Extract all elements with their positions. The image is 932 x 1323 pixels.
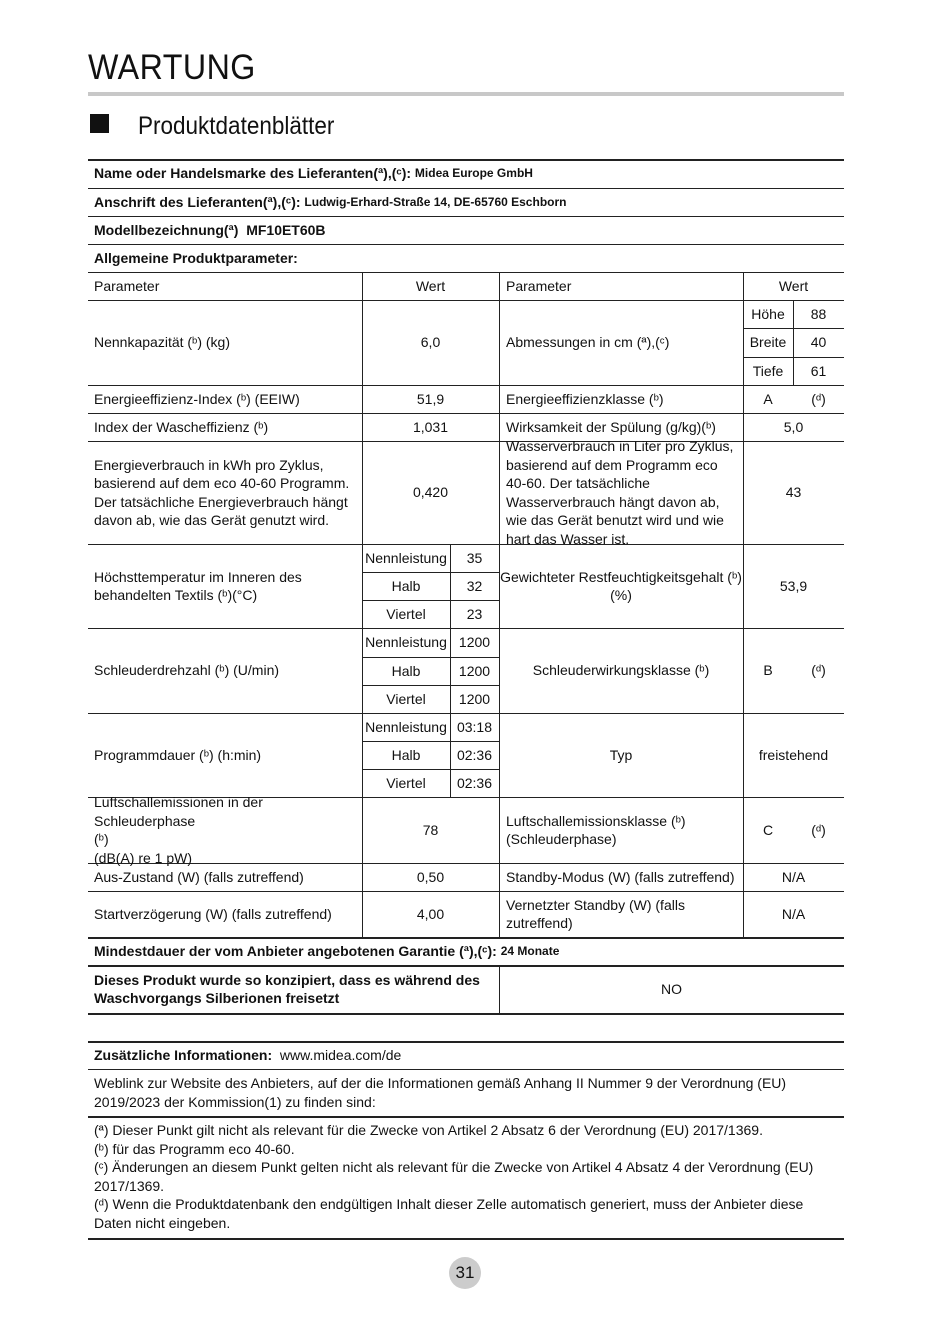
washing-index-label: Index der Wascheffizienz (ᵇ)	[94, 418, 269, 435]
network-standby-value: N/A	[781, 905, 806, 922]
supplier-name-label: Name oder Handelsmarke des Lieferanten(ª),(ᶜ):	[94, 165, 412, 182]
depth-label: Tiefe	[752, 362, 784, 379]
max-temp-rated-label: Nennleistung	[365, 549, 447, 566]
height-value: 88	[810, 305, 827, 322]
spin-half: 1200	[458, 662, 491, 679]
max-temp-half-label: Halb	[391, 577, 421, 594]
model-value: MF10ET60B	[246, 221, 326, 238]
dimensions-label: Abmessungen in cm (ª),(ᶜ)	[506, 334, 670, 351]
duration-quarter: 02:36	[456, 774, 493, 791]
supplier-address-value: Ludwig-Erhard-Straße 14, DE-65760 Eschborn	[304, 194, 567, 209]
spin-rated: 1200	[458, 634, 491, 651]
silver-label: Dieses Produkt wurde so konzipiert, dass es während des Waschvorgangs Silberionen freisetzt	[94, 971, 480, 1006]
silver-value: NO	[661, 980, 682, 997]
spin-class-note: (ᵈ)	[811, 662, 826, 679]
spin-half-label: Halb	[391, 662, 421, 679]
spin-quarter-label: Viertel	[386, 690, 426, 707]
spin-class-label: Schleuderwirkungsklasse (ᵇ)	[532, 662, 710, 679]
guarantee-row	[94, 937, 559, 965]
row-line	[88, 1116, 844, 1118]
spin-speed-label: Schleuderdrehzahl (ᵇ) (U/min)	[94, 662, 280, 679]
duration-rated-label: Nennleistung	[365, 718, 447, 735]
max-temp-half: 32	[466, 577, 483, 594]
water-consumption-label: Wasserverbrauch in Liter pro Zyklus, basierend auf dem Programm eco 40-60. Der tatsächliche Wasserverbrauch hängt davon ab, wie das Gerät benutzt wird und wie hart das Wasser ist.	[506, 438, 734, 547]
spin-class-value: B	[763, 662, 773, 679]
row-line	[88, 1013, 844, 1015]
water-consumption-value: 43	[785, 484, 802, 501]
duration-half: 02:36	[456, 746, 493, 763]
header-param-left: Parameter	[94, 277, 160, 294]
spin-quarter: 1200	[458, 690, 491, 707]
duration-label: Programmdauer (ᵇ) (h:min)	[94, 746, 262, 763]
noise-value: 78	[422, 821, 439, 838]
guarantee-value: 24 Monate	[500, 943, 560, 958]
additional-row	[94, 1041, 401, 1069]
rinsing-value: 5,0	[783, 418, 804, 435]
width-value: 40	[810, 334, 827, 351]
noise-class-label: Luftschallemissionsklasse (ᵇ) (Schleuderphase)	[506, 812, 686, 847]
width-label: Breite	[749, 334, 787, 351]
max-temp-quarter-label: Viertel	[386, 605, 426, 622]
energy-consumption-value: 0,420	[412, 484, 449, 501]
header-value-left: Wert	[415, 277, 446, 294]
energy-consumption-label: Energieverbrauch in kWh pro Zyklus, basierend auf dem eco 40-60 Programm. Der tatsächliche Energieverbrauch hängt davon ab, wie das Gerät genutzt wird.	[94, 456, 350, 528]
model-row	[94, 216, 326, 244]
noise-label-line-1: Luftschallemissionen in der Schleuderphase	[94, 794, 263, 829]
off-mode-label: Aus-Zustand (W) (falls zutreffend)	[94, 868, 304, 885]
noise-class-note: (ᵈ)	[811, 821, 826, 838]
duration-rated: 03:18	[456, 718, 493, 735]
footnote-a: (ª) Dieser Punkt gilt nicht als relevant für die Zwecke von Artikel 2 Absatz 6 der Verordnung (EU) 2017/1369.	[94, 1122, 763, 1138]
section-title: Produktdatenblätter	[138, 112, 335, 140]
rinsing-label: Wirksamkeit der Spülung (g/kg)(ᵇ)	[506, 418, 716, 435]
energy-class-note: (ᵈ)	[811, 390, 826, 407]
network-standby-label: Vernetzter Standby (W) (falls zutreffend)	[506, 896, 685, 931]
noise-class-value: C	[762, 821, 774, 838]
noise-label-line-2: (ᵇ)	[94, 831, 109, 847]
noise-label	[94, 794, 358, 866]
title-rule	[88, 92, 844, 96]
footnote-c: (ᶜ) Änderungen an diesem Punkt gelten nicht als relevant für die Zwecke von Artikel 4 Absatz 4 der Verordnung (EU) 2017/1369.	[94, 1159, 814, 1194]
footnotes	[94, 1121, 844, 1232]
supplier-name-row	[94, 159, 533, 188]
max-temp-quarter: 23	[466, 605, 483, 622]
energy-class-label: Energieeffizienzklasse (ᵇ)	[506, 390, 664, 407]
general-params-heading: Allgemeine Produktparameter:	[94, 249, 298, 266]
delay-start-label: Startverzögerung (W) (falls zutreffend)	[94, 905, 332, 922]
standby-value: N/A	[781, 868, 806, 885]
model-label: Modellbezeichnung(ª)	[94, 221, 239, 238]
duration-half-label: Halb	[391, 746, 421, 763]
supplier-address-row	[94, 188, 566, 216]
additional-link[interactable]: www.midea.com/de	[279, 1046, 402, 1063]
guarantee-label: Mindestdauer der vom Anbieter angebotenen Garantie (ª),(ᶜ):	[94, 942, 497, 959]
header-param-right: Parameter	[506, 277, 572, 294]
header-value-right: Wert	[778, 277, 809, 294]
energy-class-value: A	[763, 390, 773, 407]
eei-value: 51,9	[416, 390, 445, 407]
depth-value: 61	[810, 362, 827, 379]
section-square-icon	[90, 114, 109, 133]
supplier-address-label: Anschrift des Lieferanten(ª),(ᶜ):	[94, 193, 301, 210]
duration-quarter-label: Viertel	[386, 774, 426, 791]
weblink-text: Weblink zur Website des Anbieters, auf der die Informationen gemäß Anhang II Nummer 9 der Verordnung (EU) 2019/2023 der Kommission(1) zu finden sind:	[94, 1075, 787, 1110]
type-label: Typ	[609, 746, 633, 763]
type-value: freistehend	[758, 746, 829, 763]
additional-label: Zusätzliche Informationen:	[94, 1046, 273, 1063]
capacity-value: 6,0	[420, 334, 441, 351]
footnote-b: (ᵇ) für das Programm eco 40-60.	[94, 1140, 295, 1157]
moisture-label: Gewichteter Restfeuchtigkeitsgehalt (ᵇ) (%)	[500, 568, 742, 603]
page-title: WARTUNG	[88, 48, 256, 87]
standby-label: Standby-Modus (W) (falls zutreffend)	[506, 868, 735, 885]
table-bottom-line	[88, 1238, 844, 1240]
page-number: 31	[449, 1257, 481, 1289]
moisture-value: 53,9	[779, 577, 808, 594]
height-label: Höhe	[751, 305, 785, 322]
capacity-label: Nennkapazität (ᵇ) (kg)	[94, 334, 231, 351]
max-temp-label: Höchsttemperatur im Inneren des behandelten Textils (ᵇ)(°C)	[94, 568, 302, 603]
footnote-d: (ᵈ) Wenn die Produktdatenbank den endgültigen Inhalt dieser Zelle automatisch generiert, muss der Anbieter diese Daten nicht eingeben.	[94, 1196, 804, 1231]
delay-start-value: 4,00	[416, 905, 445, 922]
supplier-name-value: Midea Europe GmbH	[414, 166, 533, 181]
eei-label: Energieeffizienz-Index (ᵇ) (EEIW)	[94, 390, 300, 407]
max-temp-rated: 35	[466, 549, 483, 566]
noise-label-line-3: (dB(A) re 1 pW)	[94, 849, 193, 866]
spin-rated-label: Nennleistung	[365, 634, 447, 651]
off-mode-value: 0,50	[416, 868, 445, 885]
washing-index-value: 1,031	[412, 418, 449, 435]
